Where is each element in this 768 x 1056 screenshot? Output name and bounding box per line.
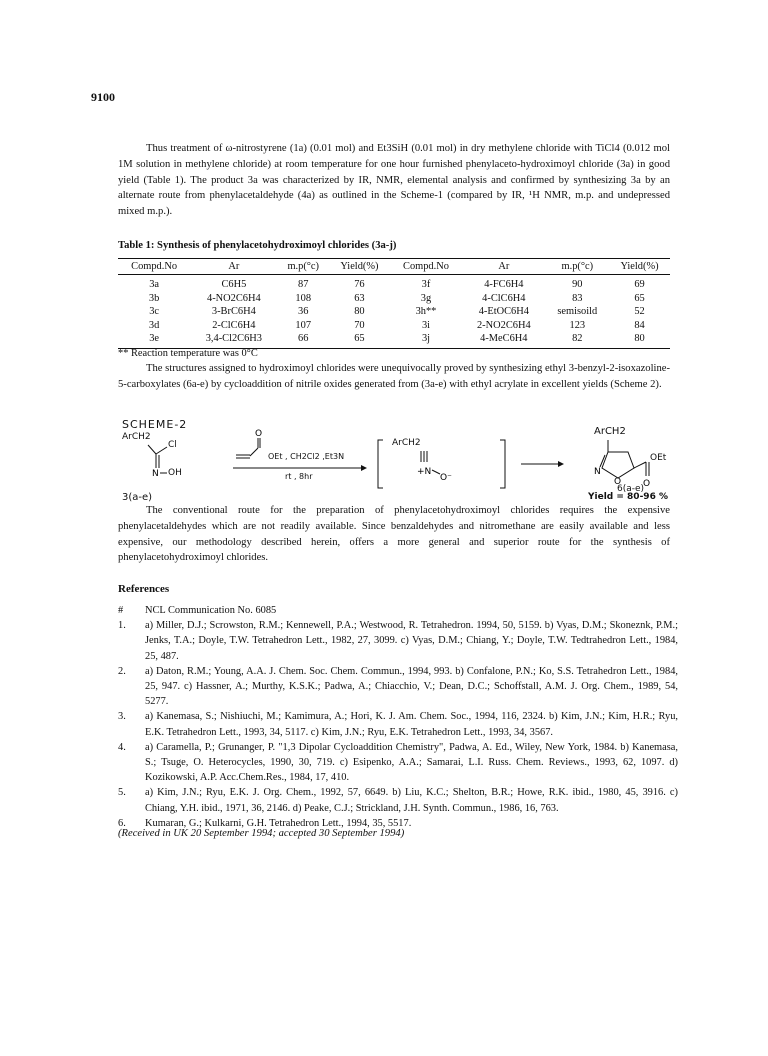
product-label: 6(a-e) (617, 484, 645, 494)
svg-text:O⁻: O⁻ (440, 473, 452, 483)
cell: 3j (390, 332, 462, 348)
cell: 4-FC6H4 (484, 279, 524, 290)
cell: 3e (118, 332, 190, 348)
reference-number: 5. (118, 787, 126, 799)
reference-text: a) Kim, J.N.; Ryu, E.K. J. Org. Chem., 1992, 57, 6649. b) Liu, K.C.; Shelton, B.R.; Howe, R.K. ibid., 1980, 45, 3916. c) Chiang, Y.H. ibid., 1971, 36, 2146. d) Peake, C.J.; Strickland, J.H. Synth. Commun., 1986, 16, 763. (145, 787, 678, 814)
reference-item (118, 618, 678, 664)
conditions-top: OEt , CH2Cl2 ,Et3N (268, 452, 345, 461)
reference-number: 4. (118, 741, 126, 753)
cell: 4-ClC6H4 (482, 292, 526, 304)
conditions-bottom: rt , 8hr (285, 472, 313, 481)
svg-text:O: O (255, 429, 263, 439)
cell: 3g (420, 292, 432, 304)
reference-item (118, 603, 678, 618)
reference-item (118, 709, 678, 739)
cell: 2-ClC6H4 (212, 319, 256, 331)
references-heading: References (118, 583, 170, 595)
col-header: Ar (462, 259, 545, 275)
cell: 3h** (415, 306, 437, 317)
reference-text: Kumaran, G.; Kulkarni, G.H. Tetrahedron Lett., 1994, 35, 5517. (145, 817, 412, 829)
reference-number: 6. (118, 817, 126, 829)
scheme-yield: Yield = 80-96 % (588, 492, 668, 502)
svg-text:+N: +N (417, 467, 432, 477)
reference-item (118, 664, 678, 710)
start-arch2: ArCH2 (122, 432, 151, 442)
col-header: m.p(°c) (277, 259, 328, 275)
cell: 52 (634, 306, 645, 317)
start-label: 3(a-e) (122, 492, 153, 503)
reference-text: a) Caramella, P.; Grunanger, P. "1,3 Dipolar Cycloaddition Chemistry", Padwa, A. Ed., Wiley, New York, 1984. b) Kanemasa, S.; Tsuge, O. Heterocycles, 1990, 30, 719. c) Esipenko, A.A.; Samarai, L.I. Russ. Chem. Reviews., 1993, 62, 1097. d) Kozikowski, A.P. Acc.Chem.Res., 1984, 17, 410. (145, 741, 678, 784)
scheme-title: SCHEME-2 (122, 418, 188, 431)
cell: 3b (148, 292, 160, 304)
cell: 83 (572, 292, 583, 304)
reference-number: 1. (118, 620, 126, 632)
table-footnote: ** Reaction temperature was 0°C (118, 348, 258, 359)
cell: 82 (546, 332, 609, 348)
product-oet: OEt (650, 453, 667, 463)
table-row (118, 332, 670, 348)
reference-text: a) Daton, R.M.; Young, A.A. J. Chem. Soc. Chem. Commun., 1994, 993. b) Confalone, P.N.; Ko, S.S. Tetrahedron Lett., 1984, 25, 947. c) Hassner, A.; Murthy, K.S.K.; Padwa, A.; Chiacchio, V.; Dean, D.C.; Schoffstall, A.M. J. Org. Chem., 1989, 54, 5277. (145, 665, 678, 708)
table-row (118, 305, 670, 319)
cell: 66 (277, 332, 328, 348)
cell: 3i (421, 319, 431, 331)
cell: 3f (421, 279, 431, 290)
reference-number: 3. (118, 711, 126, 723)
cell: 108 (295, 292, 312, 304)
cell: 3d (148, 319, 160, 331)
table-header-row (118, 259, 670, 275)
reference-item (118, 785, 678, 815)
cell: 107 (295, 319, 312, 331)
paragraph-structures: The structures assigned to hydroximoyl chlorides were unequivocally proved by synthesizing ethyl 3-benzyl-2-isoxazoline-5-carboxylates (6a-e) by cycloaddition of nitrile oxides generated from (3a-e) with ethyl acrylate in excellent yields (Scheme 2). (118, 363, 670, 390)
table-row (118, 319, 670, 333)
paragraph-intro: Thus treatment of ω-nitrostyrene (1a) (0.01 mol) and Et3SiH (0.01 mol) in dry methylene chloride with TiCl4 (0.012 mol 1M solution in methylene chloride) at room temperature for one hour furnished phenylaceto-hydroximoyl chloride (3a) in good yield (Table 1). The product 3a was characterized by IR, NMR, elemental analysis and confirmed by synthesizing 3a by an alternate route from phenylacetaldehyde (4a) as outlined in the Scheme-1 (compared by IR, ¹H NMR, m.p. and undepressed mixed m.p.). (118, 143, 670, 218)
cell: 80 (354, 306, 365, 317)
cell: 69 (634, 279, 645, 290)
reference-number: # (118, 605, 124, 616)
cell: semisoild (557, 306, 598, 317)
yield-table (118, 258, 670, 349)
cell: 3a (149, 279, 160, 290)
reference-text: NCL Communication No. 6085 (145, 605, 277, 616)
col-header: Compd.No (390, 259, 462, 275)
cell: 123 (569, 319, 586, 331)
cell: 80 (609, 332, 670, 348)
table-row (118, 292, 670, 306)
table-caption: Table 1: Synthesis of phenylacetohydroximoyl chlorides (3a-j) (118, 240, 397, 251)
col-header: Yield(%) (329, 259, 390, 275)
start-cl: Cl (168, 440, 177, 450)
svg-text:N: N (152, 469, 159, 479)
cell: 3,4-Cl2C6H3 (190, 332, 277, 348)
received-dates: (Received in UK 20 September 1994; accepted 30 September 1994) (118, 828, 405, 839)
col-header: Ar (190, 259, 277, 275)
svg-text:N: N (594, 467, 601, 477)
cell: 90 (572, 279, 583, 290)
cell: 76 (354, 279, 365, 290)
cell: 4-MeC6H4 (462, 332, 545, 348)
col-header: Yield(%) (609, 259, 670, 275)
references-list (118, 603, 678, 831)
svg-text:O: O (614, 477, 622, 487)
cell: 3c (149, 306, 160, 317)
cell: 36 (298, 306, 309, 317)
cell: 70 (354, 319, 365, 331)
cell: 87 (298, 279, 309, 290)
start-oh: OH (168, 468, 182, 478)
paragraph-conclusion: The conventional route for the preparation of phenylacetohydroximoyl chlorides requires the expensive phenylacetaldehydes which are not readily available. Since benzaldehydes and nitromethane are easily available and less expensive, our methodology described herein, offers a more general and superior route for the synthesis of phenylacetohydroximoyl chlorides. (118, 505, 670, 564)
reaction-scheme (118, 418, 678, 502)
reference-number: 2. (118, 665, 126, 677)
col-header: Compd.No (118, 259, 190, 275)
cell: 63 (354, 292, 365, 304)
reference-text: a) Kanemasa, S.; Nishiuchi, M.; Kamimura, A.; Hori, K. J. Am. Chem. Soc., 1994, 116, 2324. b) Kim, J.N.; Kim, H.R.; Ryu, E.K. Tetrahedron Lett., 1993, 34, 5117. c) Kim, J.N.; Ryu, E.K. Tetrahedron Lett., 1993, 34, 3567. (145, 711, 678, 738)
cell: 2-NO2C6H4 (476, 319, 531, 331)
product-arch2: ArCH2 (594, 426, 626, 437)
reference-text: a) Miller, D.J.; Scrowston, R.M.; Kennewell, P.A.; Westwood, R. Tetrahedron. 1994, 50, 5159. b) Vyas, D.M.; Skoneznk, P.M.; Jenks, T.A.; Doyle, T.W. Tetrahedron Lett., 1982, 27, 3099. c) Vyas, D.M.; Chiang, Y.; Doyle, T.W. Tedtrahedron Lett., 1984, 25, 487. (145, 620, 678, 662)
cell: C6H5 (221, 279, 247, 290)
cell: 4-NO2C6H4 (207, 292, 261, 304)
cell: 65 (329, 332, 390, 348)
cell: 3-BrC6H4 (211, 306, 256, 317)
reference-item (118, 740, 678, 786)
table-row (118, 275, 670, 292)
col-header: m.p(°c) (546, 259, 609, 275)
cell: 65 (634, 292, 645, 304)
svg-text:O: O (643, 479, 651, 489)
cell: 4-EtOC6H4 (478, 306, 529, 317)
intermediate-arch2: ArCH2 (392, 438, 421, 448)
cell: 84 (634, 319, 645, 331)
page-number: 9100 (91, 90, 115, 104)
